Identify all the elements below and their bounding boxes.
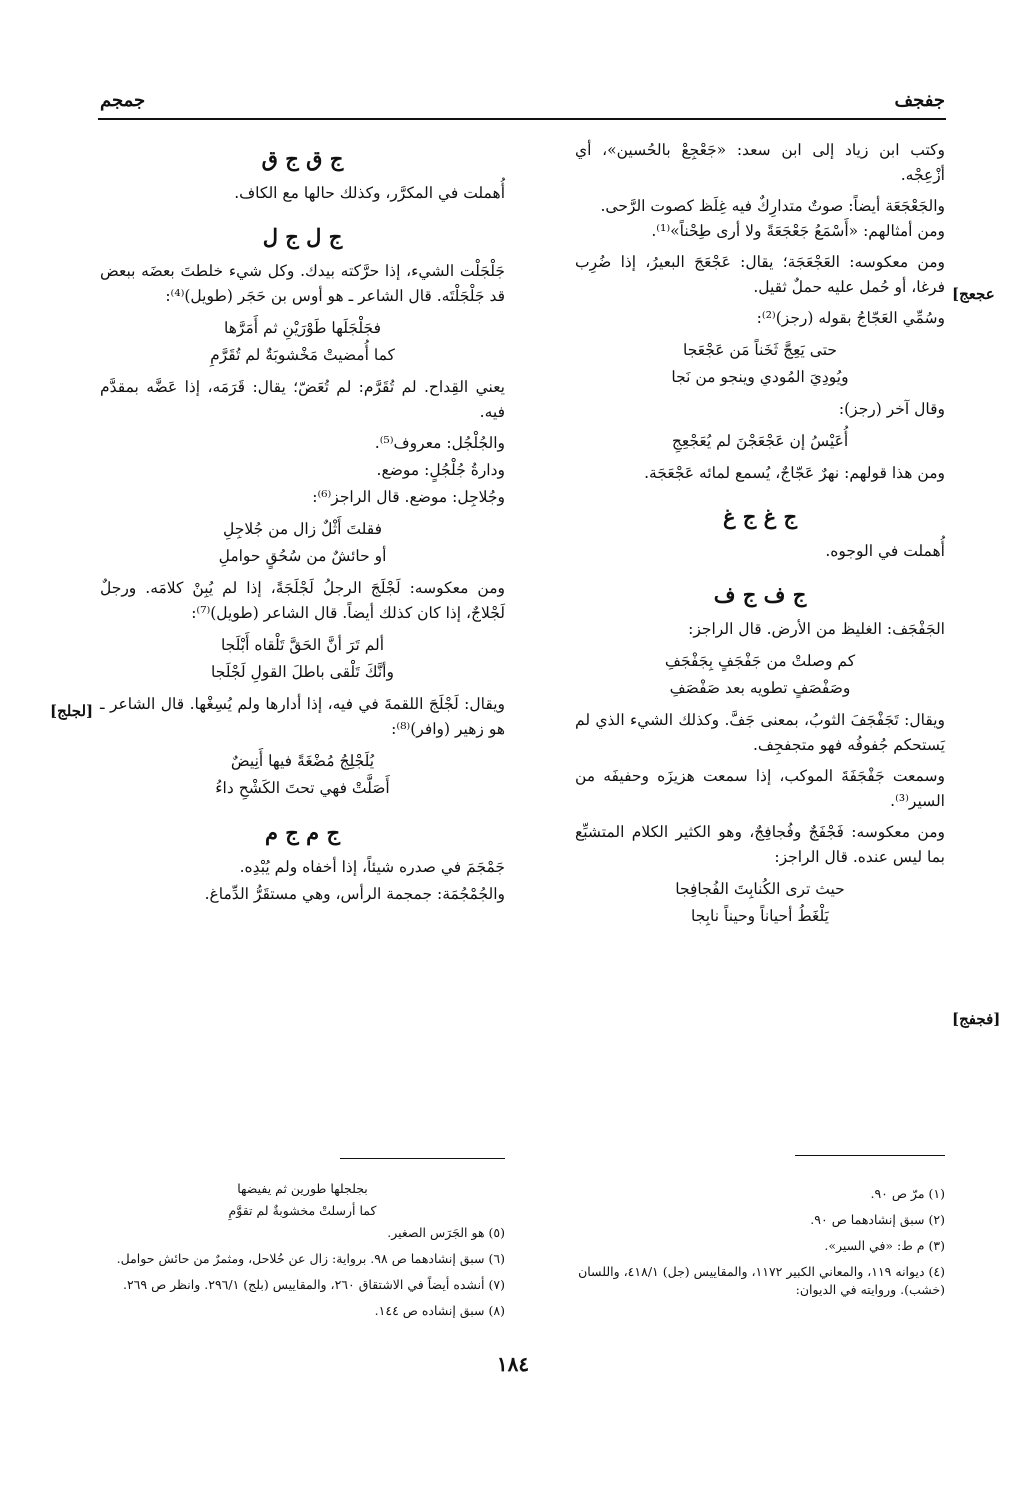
verse	[100, 748, 505, 802]
margin-entry-tag: [فجفج]	[952, 1010, 1001, 1028]
footnote-rule	[340, 1158, 505, 1159]
paragraph: أُهملت في الوجوه.	[825, 542, 945, 560]
running-header-right: جفجف	[894, 90, 945, 111]
paragraph: أُهملت في المكرَّر، وكذلك حالها مع الكاف.	[234, 184, 505, 202]
paragraph: يعني القِداح. لم تُقَرَّم: لم تُعَضّ؛ يقال: قَرَمَه، إذا عَضَّه بمقدَّم فيه.	[100, 378, 505, 421]
footnote: (٢) سبق إنشادهما ص ٩٠.	[810, 1212, 945, 1227]
root-heading: ج ق ج ق	[261, 146, 344, 171]
paragraph: ويقال: تَجَفْجَفَ الثوبُ، بمعنى جَفَّ. وكذلك الشيء الذي لم يَستحكم جُفوفُه فهو متجفجِف.	[575, 711, 945, 754]
paragraph: والجَعْجَعَة أيضاً: صوتٌ متدارِكٌ فيه غِلَظ كصوت الرَّحى.	[600, 197, 945, 215]
verse-line: حيث ترى الكُنابِتَ الفُجافِجا	[675, 880, 845, 898]
paragraph: والجُمْجُمَة: جمجمة الرأس، وهي مستقَرُّ الدِّماغ.	[204, 885, 505, 903]
verse-line: أُعَيْسُ إن عَجْعَجْنَ لم يُعَجْعِجِ	[671, 432, 849, 450]
root-heading: ج ل ج ل	[262, 224, 343, 249]
footnote: (٥) هو الجَرَس الصغير.	[387, 1225, 505, 1240]
paragraph: جَلْجَلْت الشيء، إذا حرَّكته بيدك. وكل شيء خلطتَ بعضَه ببعض قد جَلْجَلْتَه. قال الشاعر ـ هو أوس بن حَجَر (طويل)⁽⁴⁾:	[100, 262, 505, 305]
verse-line: وأنَّكَ تَلْقى باطلَ القولِ لَجْلَجا	[211, 663, 394, 681]
verse-line: ويُودِيَ المُودي وينجو من نَجا	[671, 368, 849, 386]
paragraph: جَمْجَمَ في صدره شيئاً، إذا أخفاه ولم يُبْدِه.	[239, 858, 505, 876]
paragraph: ومن معكوسه: فَجْفَجٌ وفُجافِجٌ، وهو الكثير الكلام المتشبِّع بما ليس عنده. قال الراجز:	[575, 823, 945, 866]
footnote: (٧) أنشده أيضاً في الاشتقاق ٢٦٠، والمقاييس (بلج) ٢٩٦/١. وانظر ص ٢٦٩.	[122, 1277, 505, 1292]
running-header-left: جمجم	[100, 90, 146, 111]
footnote-verse-line: كما أرسلتْ مخشوبةٌ لم تقوَّمِ	[228, 1203, 377, 1218]
footnote-rule	[795, 1155, 945, 1156]
footnote: (٣) م ط: «في السير».	[824, 1238, 945, 1253]
paragraph: ومن معكوسه: العَجْعَجَة؛ يقال: عَجْعَجَ البعيرُ، إذا ضُرِب فرغا، أو حُمل عليه حملٌ ثقيل.	[575, 253, 945, 296]
paragraph: ومن هذا قولهم: نهرٌ عَجّاجٌ، يُسمع لمائه عَجْعَجَة.	[644, 464, 945, 482]
paragraph: والجُلْجُل: معروف⁽⁵⁾.	[374, 434, 505, 452]
paragraph: ومن أمثالهم: «أَسْمَعُ جَعْجَعَةً ولا أرى طِحْناً»⁽¹⁾.	[651, 222, 945, 240]
root-heading: ج غ ج غ	[722, 504, 798, 529]
verse-line: أو حائشٌ من سُحُقٍ حواملِ	[218, 547, 387, 565]
paragraph: ومن معكوسه: لَجْلَجَ الرجلُ لَجْلَجَةً، إذا لم يُبِنْ كلامَه. ورجلٌ لَجْلاجٌ، إذا كان كذلك أيضاً. قال الشاعر (طويل)⁽⁷⁾:	[100, 579, 505, 622]
paragraph: وسُمِّي العَجّاجُ بقوله (رجز)⁽²⁾:	[756, 309, 945, 327]
verse-line: وصَفْصَفٍ تطويه بعد صَفْصَفِ	[669, 679, 851, 697]
page-number: ١٨٤	[496, 1352, 530, 1376]
verse-line: أَصَلَّتْ فهي تحتَ الكَشْحِ داءُ	[215, 779, 390, 797]
paragraph: وقال آخر (رجز):	[838, 400, 945, 418]
verse	[575, 648, 945, 702]
footnote: (٦) سبق إنشادهما ص ٩٨. برواية: زال عن حُلاحل، ومثمرٌ من حائش حوامل.	[116, 1251, 505, 1266]
paragraph: الجَفْجَف: الغليظ من الأرض. قال الراجز:	[688, 620, 945, 638]
root-heading: ج ف ج ف	[713, 582, 807, 607]
paragraph: وكتب ابن زياد إلى ابن سعد: «جَعْجِعْ بالحُسين»، أي أزْعِجْه.	[575, 141, 945, 184]
verse-line: فجَلْجَلَها طَوْرَيْنِ ثم أَمَرَّها	[224, 319, 381, 337]
footnote: (١) مرّ ص ٩٠.	[870, 1186, 945, 1201]
footnotes-left	[100, 1180, 505, 1328]
verse	[575, 337, 945, 391]
footnotes-right	[575, 1185, 945, 1307]
verse-line: يَلْغَطُ أحياناً وحيناً نابِجا	[691, 907, 829, 925]
verse-line: كم وصلتْ من جَفْجَفٍ بِجَفْجَفِ	[664, 652, 856, 670]
verse-line: كما أُمضيتْ مَخْشوبَةٌ لم تُقَرَّمِ	[210, 346, 395, 364]
paragraph: وجُلاجِل: موضع. قال الراجز⁽⁶⁾:	[312, 488, 505, 506]
verse-line: ألم تَرَ أنَّ الحَقَّ تَلْقاه أَبْلَجا	[220, 636, 385, 654]
verse	[100, 516, 505, 570]
margin-entry-tag: [لجلج]	[50, 702, 94, 720]
footnote: (٤) ديوانه ١١٩، والمعاني الكبير ١١٧٢، والمقاييس (جل) ٤١٨/١، واللسان (خشب). وروايته في الديوان:	[578, 1264, 945, 1297]
paragraph: ودارةُ جُلْجُلٍ: موضع.	[376, 461, 505, 479]
footnote: (٨) سبق إنشاده ص ١٤٤.	[374, 1303, 505, 1318]
root-heading: ج م ج م	[264, 820, 341, 845]
header-rule	[98, 118, 946, 120]
left-column	[100, 138, 505, 913]
verse-line: حتى يَعِجَّ ثَخَناً مَن عَجْعَجا	[683, 341, 837, 359]
verse	[575, 428, 945, 455]
verse-line: يُلَجْلِجُ مُضْغَةً فيها أَنِيضٌ	[230, 752, 375, 770]
right-column	[575, 138, 945, 936]
verse	[575, 876, 945, 930]
paragraph: وسمعت جَفْجَفَةَ الموكب، إذا سمعت هزيزَه وحفيفَه من السير⁽³⁾.	[575, 767, 945, 810]
verse	[100, 315, 505, 369]
paragraph: ويقال: لَجْلَجَ اللقمةَ في فيه، إذا أدارها ولم يُسِغْها. قال الشاعر ـ هو زهير (وافر)⁽⁸⁾:	[100, 695, 505, 738]
verse-line: فقلتَ أَثْلٌ زال من جُلاجِلِ	[223, 520, 382, 538]
margin-entry-tag: [عجعج	[952, 285, 995, 303]
verse	[100, 632, 505, 686]
footnote-verse-line: بجلجلها طورين ثم يفيضها	[237, 1181, 368, 1196]
